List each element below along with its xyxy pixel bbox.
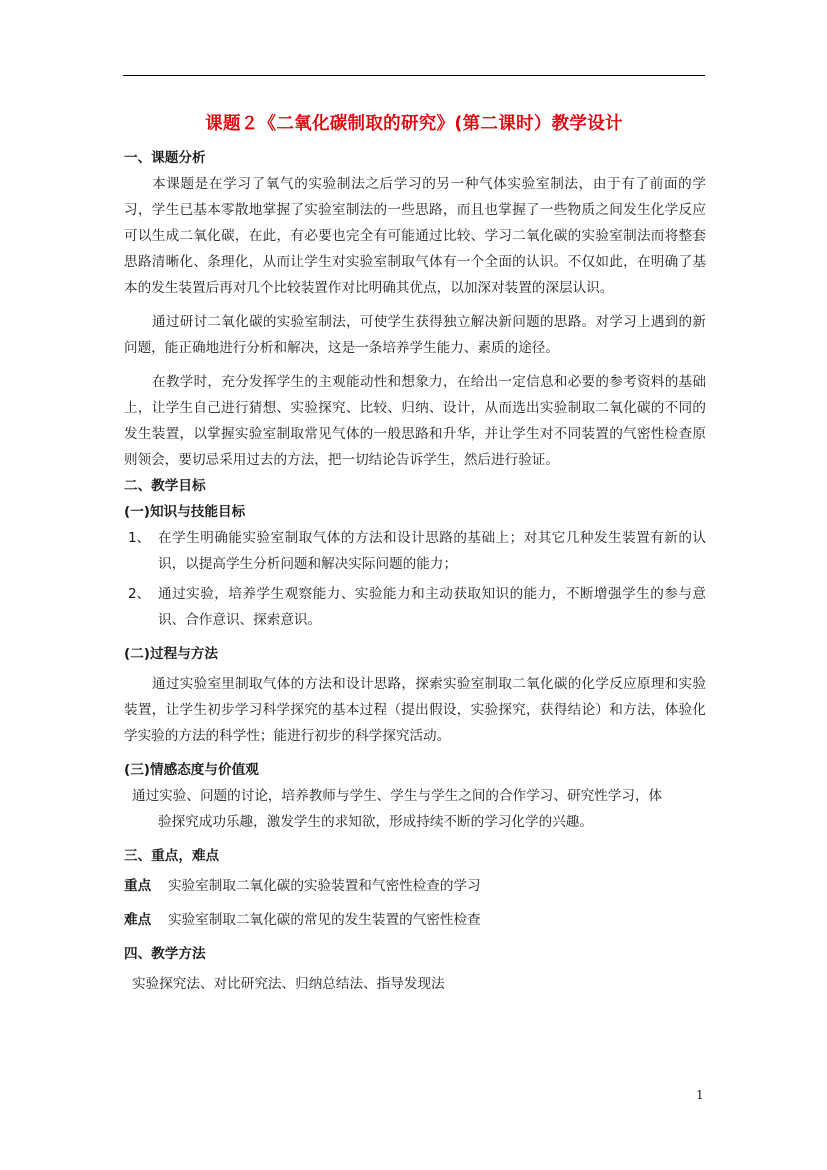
difficulty-line [124, 907, 706, 933]
document-title: 课题２《二氧化碳制取的研究》(第二课时）教学设计 [205, 114, 623, 134]
key-point-line [124, 873, 706, 899]
document-body [124, 145, 706, 997]
emotion-paragraph [124, 783, 706, 835]
subsection-knowledge-heading: (一)知识与技能目标 [124, 504, 246, 520]
page-number: 1 [696, 1088, 704, 1102]
subsection-emotion-heading: (三)情感态度与价值观 [124, 762, 259, 778]
difficulty-text: 实验室制取二氧化碳的常见的发生装置的气密性检查 [168, 912, 481, 928]
header-rule [123, 75, 705, 76]
teaching-methods-text: 实验探究法、对比研究法、归纳总结法、指导发现法 [132, 976, 445, 992]
list-item-text: 在学生明确能实验室制取气体的方法和设计思路的基础上；对其它几种发生装置有新的认识，以提高学生分析问题和解决实际问题的能力； [158, 530, 706, 572]
list-item-number: 2、 [128, 586, 151, 602]
section-1-paragraph-1: 本课题是在学习了氧气的实验制法之后学习的另一种气体实验室制法，由于有了前面的学习，学生已基本零散地掌握了实验室制法的一些思路，而且也掌握了一些物质之间发生化学反应可以生成二氧化碳，在此，有必要也完全有可能通过比较、学习二氧化碳的实验室制法而将整套思路清晰化、条理化，从而让学生对实验室制取气体有一个全面的认识。不仅如此，在明确了基本的发生装置后再对几个比较装置作对比明确其优点，以加深对装置的深层认识。 [124, 176, 706, 296]
key-point-text: 实验室制取二氧化碳的实验装置和气密性检查的学习 [168, 878, 481, 894]
section-4-heading: 四、教学方法 [124, 946, 206, 962]
emotion-line-1: 通过实验、问题的讨论，培养教师与学生、学生与学生之间的合作学习、研究性学习，体 [132, 788, 663, 804]
emotion-line-2: 验探究成功乐趣，激发学生的求知欲，形成持续不断的学习化学的兴趣。 [158, 814, 593, 830]
process-paragraph: 通过实验室里制取气体的方法和设计思路，探索实验室制取二氧化碳的化学反应原理和实验装置，让学生初步学习科学探究的基本过程（提出假设，实验探究，获得结论）和方法，体验化学实验的方法的科学性；能进行初步的科学探究活动。 [124, 676, 706, 744]
list-item [124, 581, 706, 633]
section-1-paragraph-3: 在教学时，充分发挥学生的主观能动性和想象力，在给出一定信息和必要的参考资料的基础上，让学生自己进行猜想、实验探究、比较、归纳、设计，从而选出实验制取二氧化碳的不同的发生装置，以掌握实验室制取常见气体的一般思路和升华，并让学生对不同装置的气密性检查原则领会，要切忌采用过去的方法，把一切结论告诉学生，然后进行验证。 [124, 374, 706, 468]
section-1-heading: 一、课题分析 [124, 150, 206, 166]
section-3-heading: 三、重点，难点 [124, 848, 220, 864]
list-item [124, 525, 706, 577]
subsection-process-heading: (二)过程与方法 [124, 646, 218, 662]
difficulty-label: 难点 [124, 912, 152, 928]
section-1-paragraph-2: 通过研讨二氧化碳的实验室制法，可使学生获得独立解决新问题的思路。对学习上遇到的新问题，能正确地进行分析和解决，这是一条培养学生能力、素质的途径。 [124, 314, 706, 356]
key-point-label: 重点 [124, 878, 152, 894]
list-item-text: 通过实验，培养学生观察能力、实验能力和主动获取知识的能力，不断增强学生的参与意识、合作意识、探索意识。 [158, 586, 706, 628]
list-item-number: 1、 [128, 530, 151, 546]
section-2-heading: 二、教学目标 [124, 478, 206, 494]
